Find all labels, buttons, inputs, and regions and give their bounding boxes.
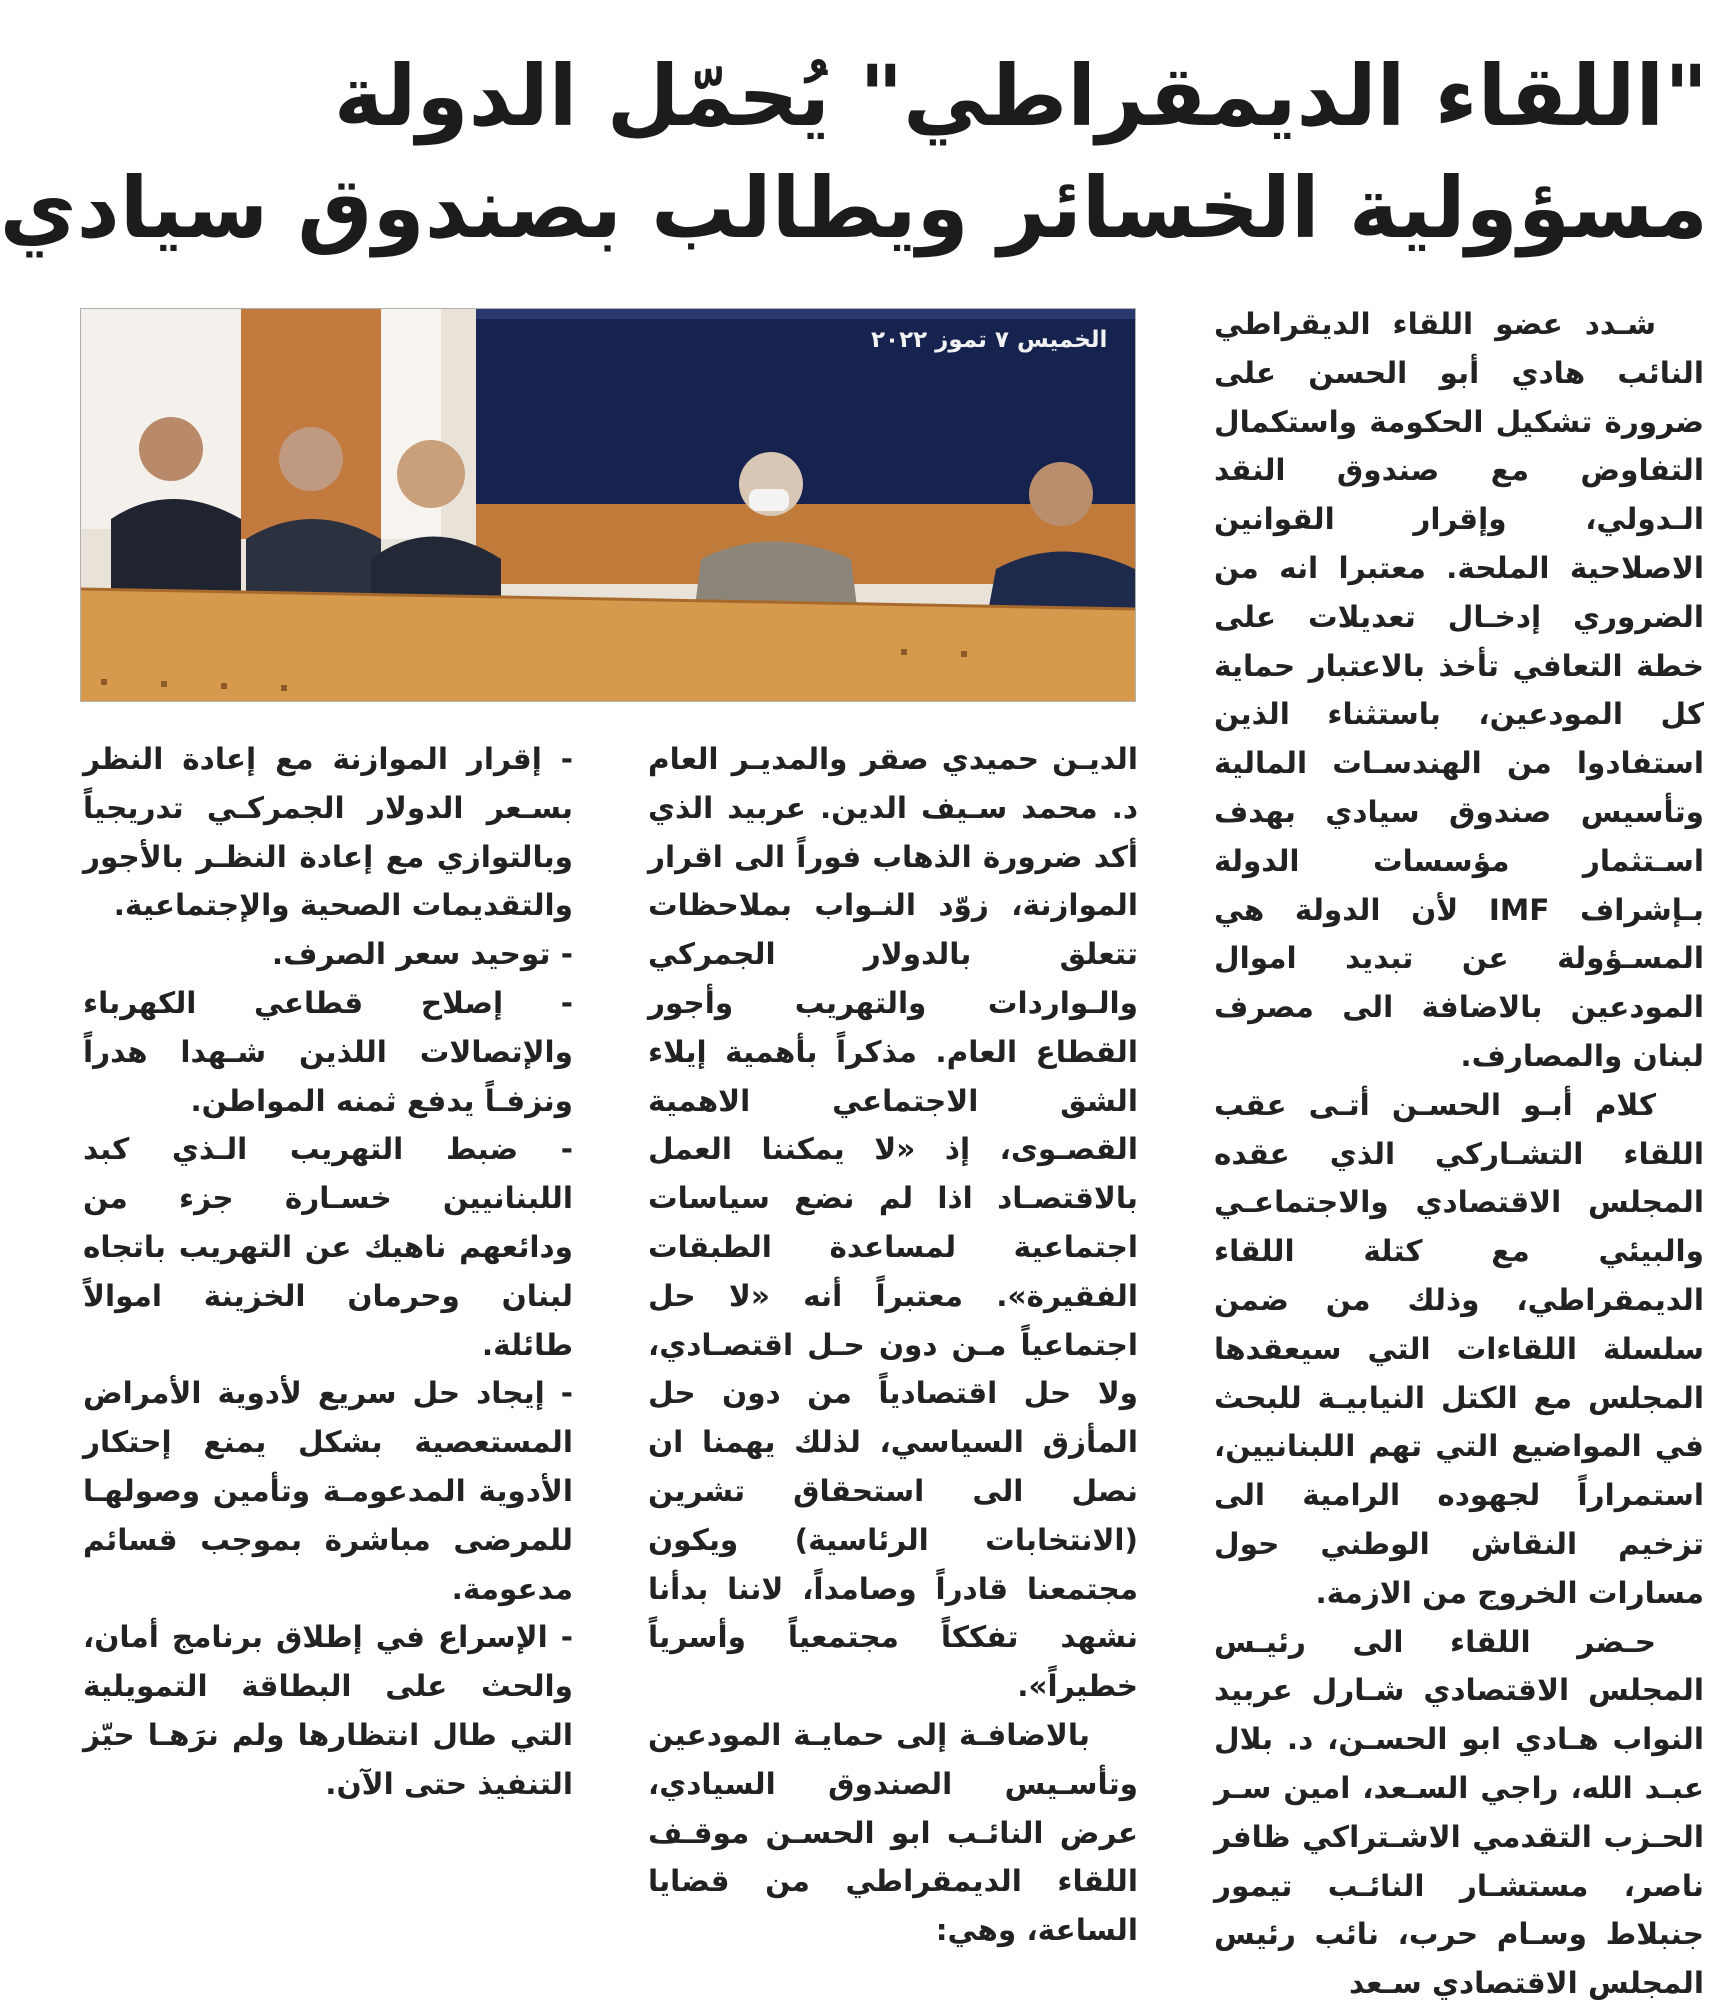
paragraph: بالاضافـة إلى حمايـة المودعين وتأسـيس الصندوق السيادي، عرض النائـب ابو الحسـن موقـف اللقاء الديمقراطي من قضايا الساعة، وهي: [648,1717,1138,1948]
article-column-right [1214,300,1704,2001]
paragraph: الديـن حميدي صقر والمديـر العام د. محمد سـيف الدين. عربيد الذي أكد ضرورة الذهاب فوراً الى اقرار الموازنة، زوّد النـواب بملاحظات تتعلق بالدولار الجمركي والـواردات والتهريب وأجور القطاع العام. مذكراً بأهمية إيلاء الشق الاجتماعي الاهمية القصـوى، إذ «لا يمكننا العمل بالاقتصـاد اذا لم نضع سياسات اجتماعية لمساعدة الطبقات الفقيرة». معتبراً أنه «لا حل اجتماعياً مـن دون حـل اقتصـادي، ولا حل اقتصادياً من دون حل المأزق السياسي، لذلك يهمنا ان نصل الى استحقاق تشرين (الانتخابات الرئاسية) ويكون مجتمعنا قادراً وصامداً، لاننا بدأنا نشهد تفككاً مجتمعياً وأسرياً خطيراً». [648,742,1138,1704]
paragraph: حـضر اللقاء الى رئيـس المجلس الاقتصادي شـارل عربيد النواب هـادي ابو الحسـن، د. بلال عبـد الله، راجي السـعد، امين سـر الحـزب التقدمي الاشـتراكي ظافر ناصر، مستشـار النائـب تيمور جنبلاط وسـام حرب، نائب رئيس المجلس الاقتصادي سـعد [1214,1624,1704,2001]
screen-date-text: الخميس ٧ تموز ٢٠٢٢ [871,327,1108,353]
headline-line-1: "اللقاء الديمقراطي" يُحمّل الدولة [333,47,1708,145]
list-item: - إيجاد حل سريع لأدوية الأمراض المستعصية بشكل يمنع إحتكار الأدوية المدعومـة وتأمين وصولهـا للمرضى مباشرة بموجب قسائم مدعومة. [83,1376,573,1606]
list-item: - الإسراع في إطلاق برنامج أمان، والحث على البطاقة التمويلية التي طال انتظارها ولم نرَهـا حيّز التنفيذ حتى الآن. [83,1620,573,1801]
list-item: - ضبط التهريب الـذي كبد اللبنانيين خسـارة جزء من ودائعهم ناهيك عن التهريب باتجاه لبنان وحرمان الخزينة اموالاً طائلة. [83,1132,573,1362]
list-item: - توحيد سعر الصرف. [271,937,573,972]
paragraph: كلام أبـو الحسـن أتـى عقب اللقاء التشـاركي الذي عقده المجلس الاقتصادي والاجتماعـي والبيئي مع كتلة اللقاء الديمقراطي، وذلك من ضمن سلسلة اللقاءات التي سيعقدها المجلس مع الكتل النيابيـة للبحث في المواضيع التي تهم اللبنانيين، استمراراً لجهوده الرامية الى تزخيم النقاش الوطني حول مسارات الخروج من الازمة. [1214,1087,1704,1610]
headline [0,40,1708,264]
paragraph: شـدد عضو اللقاء الديقراطي النائب هادي أبو الحسن على ضرورة تشكيل الحكومة واستكمال التفاوض مع صندوق النقد الـدولي، وإقرار القوانين الاصلاحية الملحة. معتبرا انه من الضروري إدخـال تعديلات على خطة التعافي تأخذ بالاعتبار حماية كل المودعين، باستثناء الذين استفادوا من الهندسـات المالية وتأسيس صندوق سيادي بهدف اسـتثمار مؤسسات الدولة بـإشراف IMF لأن الدولة هي المسـؤولة عن تبديد اموال المودعين بالاضافة الى مصرف لبنان والمصارف. [1214,307,1704,1073]
list-item: - إقرار الموازنة مع إعادة النظر بسـعر الدولار الجمركـي تدريجياً وبالتوازي مع إعادة النظـر بالأجور والتقديمات الصحية والإجتماعية. [83,742,573,923]
list-item: - إصلاح قطاعي الكهرباء والإتصالات اللذين شـهدا هدراً ونزفـاً يدفع ثمنه المواطن. [83,985,573,1118]
article-column-middle [648,735,1138,1948]
headline-line-2: مسؤولية الخسائر ويطالب بصندوق سيادي [0,159,1708,257]
meeting-photo [80,308,1136,702]
article-column-left [83,735,573,1805]
